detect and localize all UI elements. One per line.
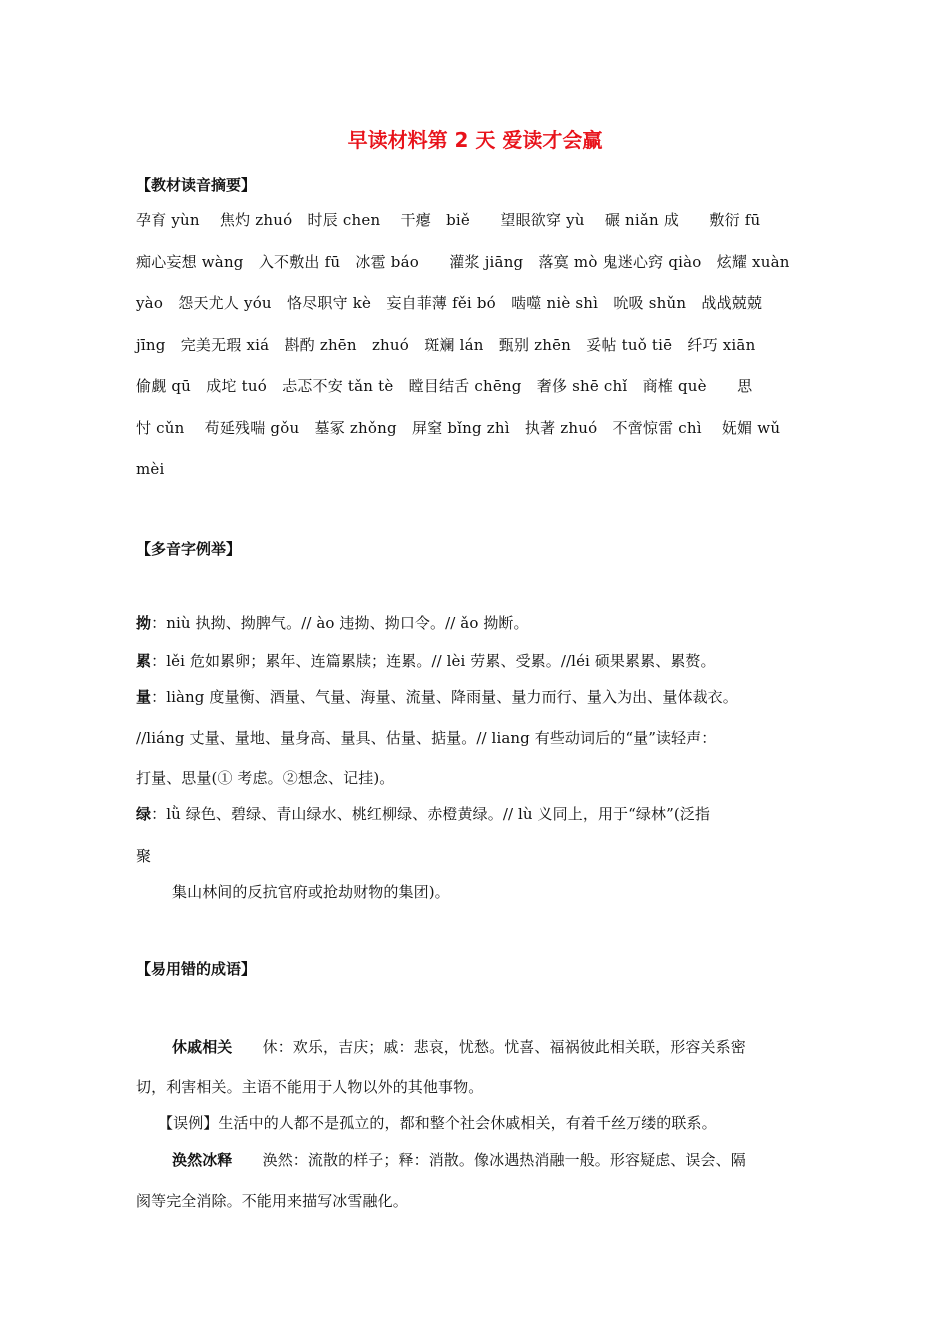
polyphone-char: 绿 xyxy=(136,805,152,823)
pronunciation-line: 忖 cǔn 苟延残喘 gǒu 墓冢 zhǒng 屏窒 bǐng zhì 执著 zhuó 不啻惊雷 chì 妩媚 wǔ xyxy=(136,418,781,437)
polyphone-text-line: 聚 xyxy=(136,847,152,865)
section-heading-idioms: 【易用错的成语】 xyxy=(136,960,257,978)
section-heading-polyphones: 【多音字例举】 xyxy=(136,540,242,558)
polyphone-text-line: //liáng 丈量、量地、量身高、量具、估量、掂量。// liang 有些动词后的“量”读轻声： xyxy=(136,729,717,747)
idiom-term: 休戚相关 xyxy=(172,1038,233,1056)
polyphone-text: ：liàng 度量衡、酒量、气量、海量、流量、降雨量、量力而行、量入为出、量体裁衣。 xyxy=(151,688,738,706)
pronunciation-line: jīng 完美无瑕 xiá 斟酌 zhēn zhuó 斑斓 lán 甄别 zhēn 妥帖 tuǒ tiē 纤巧 xiān xyxy=(136,335,756,354)
pronunciation-list xyxy=(136,200,816,491)
polyphone-text: ：niù 执拗、拗脾气。// ào 违拗、拗口令。// ǎo 拗断。 xyxy=(151,614,529,632)
polyphone-char: 拗 xyxy=(136,614,152,632)
idiom-definition: 涣然：流散的样子；释：消散。像冰遇热消融一般。形容疑虑、误会、隔 xyxy=(232,1151,746,1169)
polyphone-char: 累 xyxy=(136,652,152,670)
polyphone-entry xyxy=(136,803,816,824)
polyphone-entry xyxy=(136,686,816,707)
polyphone-text: ：lǜ 绿色、碧绿、青山绿水、桃红柳绿、赤橙黄绿。// lù 义同上，用于“绿林”(泛指 xyxy=(151,805,711,823)
idiom-definition: 休：欢乐，吉庆；戚：悲哀，忧愁。忧喜、福祸彼此相关联，形容关系密 xyxy=(232,1038,746,1056)
section-heading-pronunciation: 【教材读音摘要】 xyxy=(136,176,257,194)
pronunciation-line: mèi xyxy=(136,460,165,478)
pronunciation-line: 孕育 yùn 焦灼 zhuó 时辰 chen 干瘪 biě 望眼欲穿 yù 碾 niǎn 成 敷衍 fū xyxy=(136,211,761,229)
pronunciation-line: 痴心妄想 wàng 入不敷出 fū 冰雹 báo 灌浆 jiāng 落寞 mò 鬼迷心窍 qiào 炫耀 xuàn xyxy=(136,252,790,271)
pronunciation-line: 偷觑 qū 成坨 tuó 忐忑不安 tǎn tè 瞠目结舌 chēng 奢侈 shē chǐ 商榷 què 思 xyxy=(136,377,753,395)
polyphone-entry xyxy=(136,612,816,633)
idiom-example: 【误例】生活中的人都不是孤立的，都和整个社会休戚相关，有着千丝万缕的联系。 xyxy=(158,1114,717,1132)
pronunciation-line: yào 怨天尤人 yóu 恪尽职守 kè 妄自菲薄 fěi bó 啮噬 niè shì 吮吸 shǔn 战战兢兢 xyxy=(136,294,763,312)
polyphone-char: 量 xyxy=(136,688,152,706)
idiom-definition-line: 阂等完全消除。不能用来描写冰雪融化。 xyxy=(136,1192,408,1210)
idiom-term: 涣然冰释 xyxy=(172,1151,233,1169)
idiom-definition-line: 切，利害相关。主语不能用于人物以外的其他事物。 xyxy=(136,1078,484,1096)
idiom-entry xyxy=(172,1149,852,1170)
idiom-entry xyxy=(172,1036,852,1057)
page-title: 早读材料第 2 天 爱读才会赢 xyxy=(347,128,603,152)
polyphone-text-line: 打量、思量(① 考虑。②想念、记挂)。 xyxy=(136,769,395,787)
polyphone-text-line: 集山林间的反抗官府或抢劫财物的集团)。 xyxy=(172,883,450,901)
polyphone-text: ：lěi 危如累卵；累年、连篇累牍；连累。// lèi 劳累、受累。//léi 硕果累累、累赘。 xyxy=(151,652,716,670)
polyphone-entry xyxy=(136,650,816,671)
